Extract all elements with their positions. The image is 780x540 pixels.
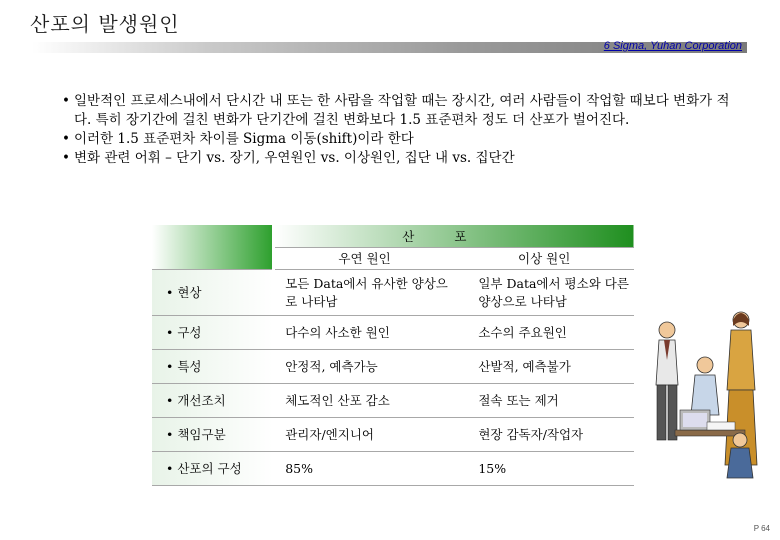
row-label: • 구성 [152, 315, 273, 349]
business-meeting-illustration [645, 290, 765, 480]
page-number: P 64 [753, 524, 770, 533]
col-header-common-cause: 우연 원인 [273, 247, 454, 269]
row-label: • 산포의 구성 [152, 451, 273, 485]
bullet-text: 일반적인 프로세스내에서 단시간 내 또는 한 사람을 작업할 때는 장시간, 여러 사람들이 작업할 때보다 변화가 적다. 특히 장기간에 걸친 변화가 단기간에 걸친 변화보다 1.5 표준편차 정도 더 산포가 벌어진다. [74, 93, 730, 128]
cell-special-cause: 현장 감독자/작업자 [454, 417, 634, 451]
table-row [152, 417, 634, 451]
table-corner-header [152, 225, 273, 269]
bullet-text: 변화 관련 어휘 – 단기 vs. 장기, 우연원인 vs. 이상원인, 집단 내 vs. 집단간 [74, 150, 515, 166]
bullet-dot: • [62, 150, 70, 166]
table-row [152, 349, 634, 383]
cell-common-cause: 다수의 사소한 원인 [273, 315, 454, 349]
page-title: 산포의 발생원인 [30, 12, 180, 36]
table-row [152, 383, 634, 417]
cell-special-cause: 15% [454, 451, 634, 485]
bullet-dot: • [62, 131, 70, 147]
row-label: • 개선조치 [152, 383, 273, 417]
table-group-header: 산포 [273, 225, 634, 247]
cell-special-cause: 소수의 주요원인 [454, 315, 634, 349]
corporation-link[interactable]: 6 Sigma, Yuhan Corporation [603, 40, 742, 52]
bullet-list [62, 92, 742, 168]
bullet-text: 이러한 1.5 표준편차 차이를 Sigma 이동(shift)이라 한다 [74, 131, 414, 147]
dispersion-table [152, 225, 634, 486]
table-row [152, 451, 634, 485]
bullet-item [62, 92, 742, 130]
row-label: • 책임구분 [152, 417, 273, 451]
bullet-item [62, 130, 742, 149]
cell-common-cause: 관리자/엔지니어 [273, 417, 454, 451]
cell-common-cause: 모든 Data에서 유사한 양상으로 나타남 [273, 269, 454, 315]
row-label: • 현상 [152, 269, 273, 315]
cell-common-cause: 체도적인 산포 감소 [273, 383, 454, 417]
cell-common-cause: 안정적, 예측가능 [273, 349, 454, 383]
cell-special-cause: 일부 Data에서 평소와 다른 양상으로 나타남 [454, 269, 634, 315]
bullet-item [62, 149, 742, 168]
table-row [152, 269, 634, 315]
table-row [152, 315, 634, 349]
col-header-special-cause: 이상 원인 [454, 247, 634, 269]
cell-special-cause: 절속 또는 제거 [454, 383, 634, 417]
cell-special-cause: 산발적, 예측불가 [454, 349, 634, 383]
bullet-dot: • [62, 93, 70, 109]
row-label: • 특성 [152, 349, 273, 383]
cell-common-cause: 85% [273, 451, 454, 485]
